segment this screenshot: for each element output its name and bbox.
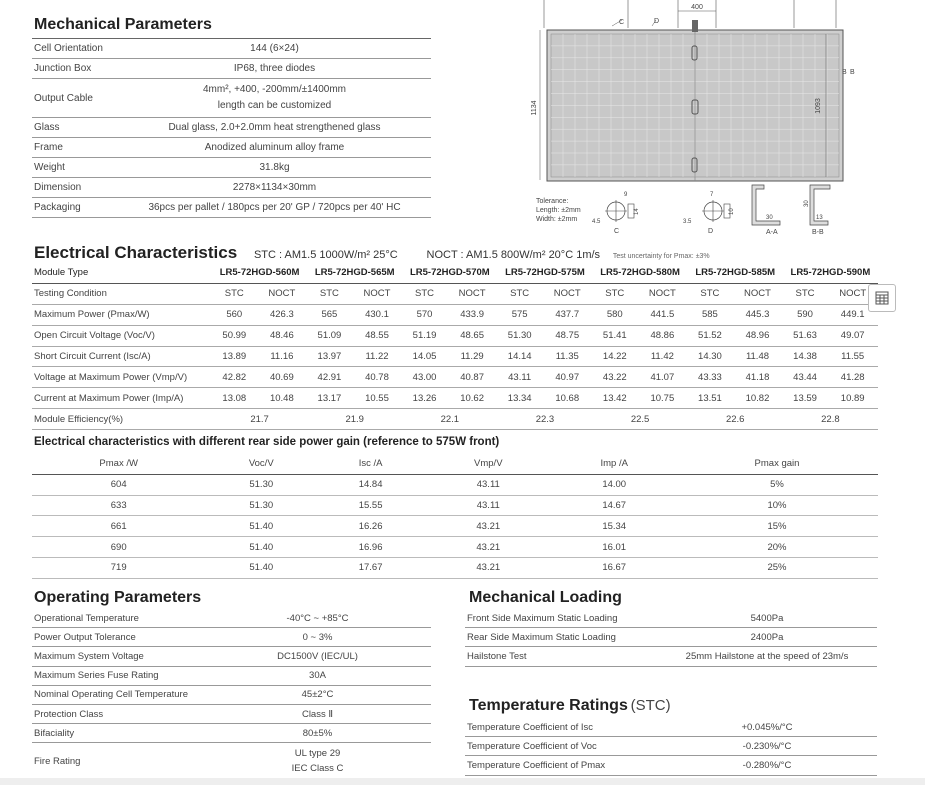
model-name: LR5-72HGD-570M xyxy=(402,263,497,283)
rear-header-cell: Pmax /W xyxy=(32,454,205,474)
rear-row xyxy=(32,557,878,578)
mechanical-row xyxy=(32,118,431,138)
electrical-title: Electrical Characteristics xyxy=(34,243,238,262)
value-cell: 49.07 xyxy=(827,325,878,346)
row-label: Junction Box xyxy=(32,59,118,79)
value-cell: 426.3 xyxy=(257,304,308,325)
rear-cell: 25% xyxy=(676,557,878,578)
mechanical-row xyxy=(32,178,431,198)
value-cell: 441.5 xyxy=(637,304,688,325)
mechanical-row xyxy=(32,79,431,118)
value-cell: 11.55 xyxy=(827,346,878,367)
value-cell: 11.42 xyxy=(637,346,688,367)
efficiency-cell: 22.3 xyxy=(497,409,592,430)
value-cell: 14.05 xyxy=(402,346,447,367)
efficiency-row xyxy=(32,409,878,430)
electrical-row xyxy=(32,346,878,367)
efficiency-cell: 22.1 xyxy=(402,409,497,430)
detail-aa: A-A xyxy=(766,229,778,236)
dim-30b: 30 xyxy=(804,200,810,207)
row-label: Temperature Coefficient of Voc xyxy=(465,737,657,756)
value-cell: 433.9 xyxy=(447,304,498,325)
mechanical-row xyxy=(32,158,431,178)
rear-row xyxy=(32,495,878,516)
efficiency-cell: 21.9 xyxy=(307,409,402,430)
dim-45: 4.5 xyxy=(592,219,601,225)
row-value: +0.045%/°C xyxy=(657,718,877,737)
value-cell: 430.1 xyxy=(352,304,403,325)
value-cell: 449.1 xyxy=(827,304,878,325)
electrical-header xyxy=(34,243,710,263)
value-cell: 560 xyxy=(212,304,257,325)
value-cell: 14.38 xyxy=(783,346,828,367)
value-cell: 13.51 xyxy=(688,388,733,409)
dim-top-400: 400 xyxy=(691,4,703,11)
operating-table xyxy=(32,609,431,780)
rear-cell: 690 xyxy=(32,537,205,558)
row-value xyxy=(118,79,431,118)
value-cell: 13.42 xyxy=(593,388,638,409)
row-label: Fire Rating xyxy=(32,743,204,780)
value-cell: 43.33 xyxy=(688,367,733,388)
stc-cell: STC xyxy=(307,283,352,304)
value-cell: 48.96 xyxy=(732,325,783,346)
row-value xyxy=(204,743,431,780)
value-cell: 13.59 xyxy=(783,388,828,409)
mechanical-title: Mechanical Parameters xyxy=(34,16,212,33)
row-label: Temperature Coefficient of Pmax xyxy=(465,756,657,775)
value-cell: 43.00 xyxy=(402,367,447,388)
row-value-line2: length can be customized xyxy=(217,100,332,111)
value-cell: 580 xyxy=(593,304,638,325)
rear-cell: 719 xyxy=(32,557,205,578)
row-value: 0 ~ 3% xyxy=(204,628,431,647)
value-cell: 13.26 xyxy=(402,388,447,409)
value-cell: 11.16 xyxy=(257,346,308,367)
value-cell: 50.99 xyxy=(212,325,257,346)
value-cell: 11.35 xyxy=(542,346,593,367)
dim-height: 1134 xyxy=(531,100,538,116)
operating-title: Operating Parameters xyxy=(34,589,202,606)
value-cell: 13.89 xyxy=(212,346,257,367)
dim-7: 7 xyxy=(710,192,714,198)
row-label: Frame xyxy=(32,138,118,158)
value-cell: 41.28 xyxy=(827,367,878,388)
row-value-line1: 4mm², +400, -200mm/±1400mm xyxy=(202,84,347,95)
row-value: -40°C ~ +85°C xyxy=(204,609,431,628)
rear-cell: 43.21 xyxy=(424,557,552,578)
value-cell: 11.22 xyxy=(352,346,403,367)
row-value: 144 (6×24) xyxy=(118,39,431,59)
model-name: LR5-72HGD-580M xyxy=(593,263,688,283)
dim-inner: 1093 xyxy=(815,98,822,114)
loading-row xyxy=(465,609,877,628)
row-label: Weight xyxy=(32,158,118,178)
row-value: Anodized aluminum alloy frame xyxy=(118,138,431,158)
loading-row xyxy=(465,647,877,666)
rear-cell: 51.30 xyxy=(205,495,317,516)
value-cell: 10.55 xyxy=(352,388,403,409)
row-value-line1: UL type 29 xyxy=(294,748,341,760)
model-row xyxy=(32,263,878,283)
value-cell: 48.46 xyxy=(257,325,308,346)
noct-conditions: NOCT : AM1.5 800W/m² 20°C 1m/s xyxy=(426,249,601,261)
stc-cell: STC xyxy=(783,283,828,304)
model-label: Module Type xyxy=(32,263,212,283)
row-label: Power Output Tolerance xyxy=(32,628,204,647)
model-name: LR5-72HGD-565M xyxy=(307,263,402,283)
row-value: 31.8kg xyxy=(118,158,431,178)
model-name: LR5-72HGD-590M xyxy=(783,263,878,283)
detail-d: D xyxy=(708,228,714,235)
value-cell: 590 xyxy=(783,304,828,325)
rear-cell: 51.40 xyxy=(205,557,317,578)
row-label: Nominal Operating Cell Temperature xyxy=(32,685,204,704)
condition-label: Testing Condition xyxy=(32,283,212,304)
electrical-row xyxy=(32,388,878,409)
dim-30: 30 xyxy=(766,215,773,221)
rear-cell: 661 xyxy=(32,516,205,537)
value-cell: 41.18 xyxy=(732,367,783,388)
rear-cell: 10% xyxy=(676,495,878,516)
mechanical-row xyxy=(32,198,431,218)
rear-gain-table xyxy=(32,454,878,579)
rear-row xyxy=(32,516,878,537)
mechanical-row xyxy=(32,39,431,59)
loading-title: Mechanical Loading xyxy=(469,589,622,606)
row-value-line2: IEC Class C xyxy=(291,763,344,775)
rear-cell: 14.00 xyxy=(552,474,676,495)
row-value: 30A xyxy=(204,666,431,685)
tolerance-length: Length: ±2mm xyxy=(536,207,581,214)
temperature-table xyxy=(465,718,877,776)
noct-cell: NOCT xyxy=(542,283,593,304)
temperature-row xyxy=(465,756,877,775)
value-cell: 10.62 xyxy=(447,388,498,409)
row-label: Protection Class xyxy=(32,704,204,723)
value-cell: 40.87 xyxy=(447,367,498,388)
row-value: 25mm Hailstone at the speed of 23m/s xyxy=(657,647,877,666)
value-cell: 48.55 xyxy=(352,325,403,346)
value-cell: 43.44 xyxy=(783,367,828,388)
noct-cell: NOCT xyxy=(447,283,498,304)
rear-cell: 15.34 xyxy=(552,516,676,537)
row-label: Current at Maximum Power (Imp/A) xyxy=(32,388,212,409)
section-bb-label: B xyxy=(842,69,847,76)
rear-row xyxy=(32,537,878,558)
value-cell: 51.63 xyxy=(783,325,828,346)
value-cell: 10.82 xyxy=(732,388,783,409)
row-label: Rear Side Maximum Static Loading xyxy=(465,628,657,647)
row-value: 5400Pa xyxy=(657,609,877,628)
rear-header-cell: Voc/V xyxy=(205,454,317,474)
model-name: LR5-72HGD-575M xyxy=(497,263,592,283)
row-value: 2278×1134×30mm xyxy=(118,178,431,198)
efficiency-cell: 21.7 xyxy=(212,409,307,430)
row-label: Hailstone Test xyxy=(465,647,657,666)
rear-cell: 51.30 xyxy=(205,474,317,495)
value-cell: 48.65 xyxy=(447,325,498,346)
value-cell: 40.78 xyxy=(352,367,403,388)
rear-cell: 15.55 xyxy=(317,495,424,516)
row-label: Bifaciality xyxy=(32,724,204,743)
value-cell: 10.48 xyxy=(257,388,308,409)
temperature-row xyxy=(465,737,877,756)
rear-header-cell: Isc /A xyxy=(317,454,424,474)
rear-cell: 43.21 xyxy=(424,537,552,558)
value-cell: 43.11 xyxy=(497,367,542,388)
rear-cell: 43.21 xyxy=(424,516,552,537)
operating-row xyxy=(32,666,431,685)
value-cell: 10.68 xyxy=(542,388,593,409)
rear-gain-title: Electrical characteristics with different rear side power gain (reference to 575W front) xyxy=(34,436,500,448)
dim-14: 14 xyxy=(634,208,640,215)
value-cell: 445.3 xyxy=(732,304,783,325)
detail-bb: B-B xyxy=(812,229,824,236)
detail-c: C xyxy=(614,228,620,235)
value-cell: 51.30 xyxy=(497,325,542,346)
efficiency-cell: 22.5 xyxy=(593,409,688,430)
mechanical-row xyxy=(32,138,431,158)
row-label: Cell Orientation xyxy=(32,39,118,59)
electrical-row xyxy=(32,304,878,325)
tolerance-title: Tolerance: xyxy=(536,198,569,205)
rear-cell: 604 xyxy=(32,474,205,495)
rear-cell: 15% xyxy=(676,516,878,537)
value-cell: 48.86 xyxy=(637,325,688,346)
dim-13: 13 xyxy=(816,215,823,221)
row-label: Dimension xyxy=(32,178,118,198)
row-label: Operational Temperature xyxy=(32,609,204,628)
module-dimension-drawing xyxy=(530,0,860,240)
value-cell: 42.82 xyxy=(212,367,257,388)
mechanical-row xyxy=(32,59,431,79)
value-cell: 437.7 xyxy=(542,304,593,325)
rear-cell: 633 xyxy=(32,495,205,516)
rear-cell: 5% xyxy=(676,474,878,495)
temperature-title: Temperature Ratings xyxy=(469,697,628,714)
rear-cell: 51.40 xyxy=(205,516,317,537)
dim-35: 3.5 xyxy=(683,219,692,225)
rear-cell: 16.67 xyxy=(552,557,676,578)
row-value: 36pcs per pallet / 180pcs per 20' GP / 720pcs per 40' HC xyxy=(118,198,431,218)
operating-row xyxy=(32,647,431,666)
stc-cell: STC xyxy=(402,283,447,304)
row-value: DC1500V (IEC/UL) xyxy=(204,647,431,666)
value-cell: 575 xyxy=(497,304,542,325)
rear-cell: 51.40 xyxy=(205,537,317,558)
value-cell: 13.08 xyxy=(212,388,257,409)
stc-cell: STC xyxy=(688,283,733,304)
operating-row xyxy=(32,609,431,628)
value-cell: 51.19 xyxy=(402,325,447,346)
rear-header-cell: Vmp/V xyxy=(424,454,552,474)
stc-cell: STC xyxy=(212,283,257,304)
value-cell: 14.14 xyxy=(497,346,542,367)
value-cell: 41.07 xyxy=(637,367,688,388)
rear-cell: 43.11 xyxy=(424,474,552,495)
value-cell: 10.75 xyxy=(637,388,688,409)
dim-9: 9 xyxy=(624,192,628,198)
value-cell: 40.97 xyxy=(542,367,593,388)
noct-cell: NOCT xyxy=(637,283,688,304)
efficiency-label: Module Efficiency(%) xyxy=(32,409,212,430)
value-cell: 565 xyxy=(307,304,352,325)
stc-cell: STC xyxy=(497,283,542,304)
electrical-table xyxy=(32,263,878,430)
value-cell: 13.34 xyxy=(497,388,542,409)
row-value: Dual glass, 2.0+2.0mm heat strengthened glass xyxy=(118,118,431,138)
value-cell: 42.91 xyxy=(307,367,352,388)
row-label: Maximum Series Fuse Rating xyxy=(32,666,204,685)
test-uncertainty: Test uncertainty for Pmax: ±3% xyxy=(612,253,710,260)
label-d: D xyxy=(654,18,660,25)
section-bb-label-2: B xyxy=(850,69,855,76)
rear-cell: 16.01 xyxy=(552,537,676,558)
row-value: 45±2°C xyxy=(204,685,431,704)
row-label: Temperature Coefficient of Isc xyxy=(465,718,657,737)
rear-header-cell: Imp /A xyxy=(552,454,676,474)
tolerance-width: Width: ±2mm xyxy=(536,216,578,223)
row-value: 80±5% xyxy=(204,724,431,743)
model-name: LR5-72HGD-585M xyxy=(688,263,783,283)
value-cell: 14.22 xyxy=(593,346,638,367)
temperature-row xyxy=(465,718,877,737)
value-cell: 10.89 xyxy=(827,388,878,409)
rear-cell: 16.26 xyxy=(317,516,424,537)
noct-cell: NOCT xyxy=(827,283,878,304)
value-cell: 51.52 xyxy=(688,325,733,346)
bottom-strip xyxy=(0,778,925,785)
value-cell: 11.48 xyxy=(732,346,783,367)
operating-row xyxy=(32,743,431,780)
value-cell: 40.69 xyxy=(257,367,308,388)
value-cell: 48.75 xyxy=(542,325,593,346)
row-label: Front Side Maximum Static Loading xyxy=(465,609,657,628)
value-cell: 51.41 xyxy=(593,325,638,346)
operating-row xyxy=(32,685,431,704)
rear-cell: 20% xyxy=(676,537,878,558)
value-cell: 43.22 xyxy=(593,367,638,388)
row-label: Glass xyxy=(32,118,118,138)
row-label: Maximum Power (Pmax/W) xyxy=(32,304,212,325)
row-value: -0.230%/°C xyxy=(657,737,877,756)
operating-row xyxy=(32,724,431,743)
electrical-row xyxy=(32,325,878,346)
noct-cell: NOCT xyxy=(352,283,403,304)
operating-row xyxy=(32,704,431,723)
rear-cell: 16.96 xyxy=(317,537,424,558)
electrical-row xyxy=(32,367,878,388)
rear-cell: 43.11 xyxy=(424,495,552,516)
rear-cell: 14.67 xyxy=(552,495,676,516)
row-label: Output Cable xyxy=(32,79,118,118)
rear-header-row xyxy=(32,454,878,474)
value-cell: 13.97 xyxy=(307,346,352,367)
rear-cell: 17.67 xyxy=(317,557,424,578)
mechanical-table xyxy=(32,38,431,218)
temperature-suffix: (STC) xyxy=(630,697,671,714)
efficiency-cell: 22.6 xyxy=(688,409,783,430)
row-label: Packaging xyxy=(32,198,118,218)
table-calculator-icon xyxy=(875,291,889,305)
value-cell: 11.29 xyxy=(447,346,498,367)
rear-row xyxy=(32,474,878,495)
value-cell: 570 xyxy=(402,304,447,325)
condition-row xyxy=(32,283,878,304)
value-cell: 51.09 xyxy=(307,325,352,346)
efficiency-cell: 22.8 xyxy=(783,409,878,430)
value-cell: 585 xyxy=(688,304,733,325)
row-value: Class Ⅱ xyxy=(204,704,431,723)
rear-cell: 14.84 xyxy=(317,474,424,495)
value-cell: 14.30 xyxy=(688,346,733,367)
row-label: Voltage at Maximum Power (Vmp/V) xyxy=(32,367,212,388)
rear-header-cell: Pmax gain xyxy=(676,454,878,474)
loading-table xyxy=(465,609,877,667)
operating-row xyxy=(32,628,431,647)
row-label: Short Circuit Current (Isc/A) xyxy=(32,346,212,367)
noct-cell: NOCT xyxy=(257,283,308,304)
loading-row xyxy=(465,628,877,647)
model-name: LR5-72HGD-560M xyxy=(212,263,307,283)
row-label: Open Circuit Voltage (Voc/V) xyxy=(32,325,212,346)
temperature-header xyxy=(469,697,671,715)
row-value: 2400Pa xyxy=(657,628,877,647)
stc-conditions: STC : AM1.5 1000W/m² 25°C xyxy=(253,249,398,261)
noct-cell: NOCT xyxy=(732,283,783,304)
row-label: Maximum System Voltage xyxy=(32,647,204,666)
label-c: C xyxy=(619,19,625,26)
value-cell: 13.17 xyxy=(307,388,352,409)
row-value: IP68, three diodes xyxy=(118,59,431,79)
stc-cell: STC xyxy=(593,283,638,304)
row-value: -0.280%/°C xyxy=(657,756,877,775)
dim-10: 10 xyxy=(729,208,735,215)
side-tool-button[interactable] xyxy=(868,284,896,312)
